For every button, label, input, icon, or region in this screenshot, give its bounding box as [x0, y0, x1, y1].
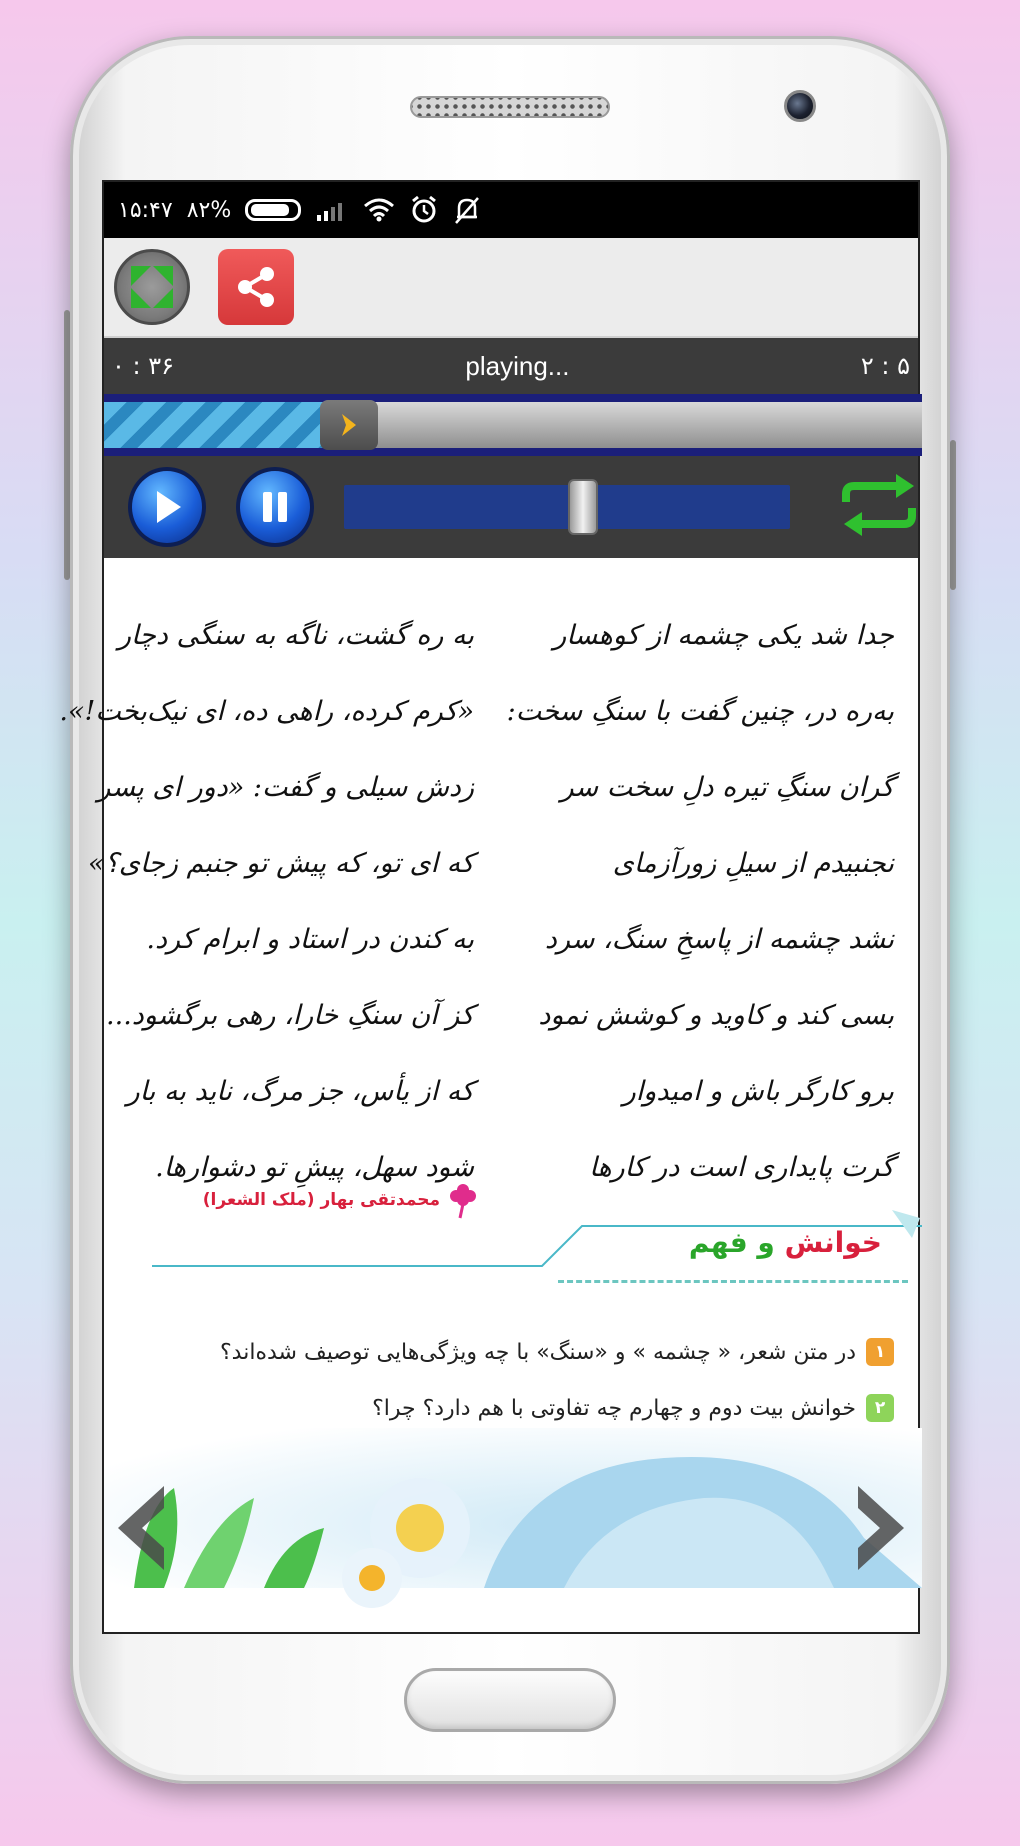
playback-status: playing...: [465, 350, 570, 381]
poem-line: که از یأس، جز مرگ، ناید به بار: [126, 1076, 474, 1107]
poem-line: گران سنگِ تیره دلِ سخت سر: [560, 772, 894, 803]
menu-arrows-icon[interactable]: [114, 249, 190, 325]
play-button[interactable]: [128, 467, 206, 547]
poem-line: گرت پایداری است در کارها: [589, 1152, 894, 1183]
poem-line: نشد چشمه از پاسخِ سنگ، سرد: [544, 924, 894, 955]
seek-bar-fill: [104, 402, 349, 448]
front-camera-icon: [784, 90, 816, 122]
seek-thumb[interactable]: [320, 400, 378, 450]
seek-bar[interactable]: [104, 394, 922, 456]
poem-line: به کندن در استاد و ابرام کرد.: [146, 924, 474, 955]
pause-button[interactable]: [236, 467, 314, 547]
question-item: [220, 1338, 894, 1366]
app-screen: [59, 180, 920, 1634]
total-time: ۲ : ۵: [860, 352, 910, 380]
signal-icon: [315, 199, 349, 221]
author-name: محمدتقی بهار (ملک الشعرا): [202, 1190, 440, 1210]
decorative-flowers-art: [104, 1428, 922, 1588]
poem-column-right: [506, 598, 894, 1206]
poem-line: کز آن سنگِ خارا، رهی برگشود...: [106, 1000, 474, 1031]
battery-icon: [245, 199, 301, 221]
play-icon: [147, 487, 187, 527]
question-text: خوانش بیت دوم و چهارم چه تفاوتی با هم دارد؟ چرا؟: [372, 1395, 856, 1421]
question-text: در متن شعر، « چشمه » و «سنگ» با چه ویژگی‌هایی توصیف شده‌اند؟: [220, 1339, 856, 1365]
question-number: ۱: [866, 1338, 894, 1366]
volume-thumb[interactable]: [568, 479, 598, 535]
section-underline: [558, 1280, 908, 1283]
poem-line: «کرم کرده، راهی ده، ای نیک‌بخت!».: [59, 696, 474, 727]
share-button[interactable]: [218, 249, 294, 325]
poem-line: زدش سیلی و گفت: «دور ای پسر: [97, 772, 474, 803]
mute-icon: [453, 195, 481, 225]
phone-speaker: [410, 96, 610, 118]
home-button[interactable]: [404, 1668, 616, 1732]
repeat-icon: [836, 472, 922, 538]
poem-line: نجنبیدم از سیلِ زورآزمای: [612, 848, 894, 879]
next-page-arrow-icon[interactable]: [848, 1478, 918, 1578]
volume-slider[interactable]: [344, 485, 790, 529]
poem-line: که ای تو، که پیش تو جنبم زجای؟»: [88, 848, 474, 879]
poem-line: به ره گشت، ناگه به سنگی دچار: [117, 620, 474, 651]
poem-column-left: [59, 598, 494, 1206]
poem-line: برو کارگر باش و امیدوار: [622, 1076, 894, 1107]
phone-side-button-right: [950, 440, 956, 590]
question-number: ۲: [866, 1394, 894, 1422]
lesson-page: [59, 558, 918, 1580]
repeat-button[interactable]: [836, 472, 922, 542]
previous-page-arrow-icon[interactable]: [104, 1478, 174, 1578]
elapsed-time: ۰ : ۳۶: [112, 352, 175, 380]
share-icon: [231, 262, 281, 312]
poem-line: بسی کند و کاوید و کوشش نمود: [538, 1000, 894, 1031]
question-item: [372, 1394, 894, 1422]
status-battery-percent: ۸۲%: [186, 197, 232, 223]
pause-icon: [255, 487, 295, 527]
alarm-icon: [409, 195, 439, 225]
audio-player: [104, 338, 918, 558]
poem-line: به‌ره در، چنین گفت با سنگِ سخت:: [506, 696, 894, 727]
poem-line: جدا شد یکی چشمه از کوهسار: [553, 620, 894, 651]
poem-line: شود سهل، پیشِ تو دشوارها.: [155, 1152, 474, 1183]
poem-text: [59, 598, 894, 1206]
section-title: خوانش و فهم: [688, 1226, 882, 1259]
chevron-right-icon: [334, 410, 364, 440]
status-time: ۱۵:۴۷: [118, 197, 173, 223]
wifi-icon: [363, 198, 395, 222]
status-bar: [104, 182, 918, 238]
app-toolbar: [104, 238, 918, 338]
